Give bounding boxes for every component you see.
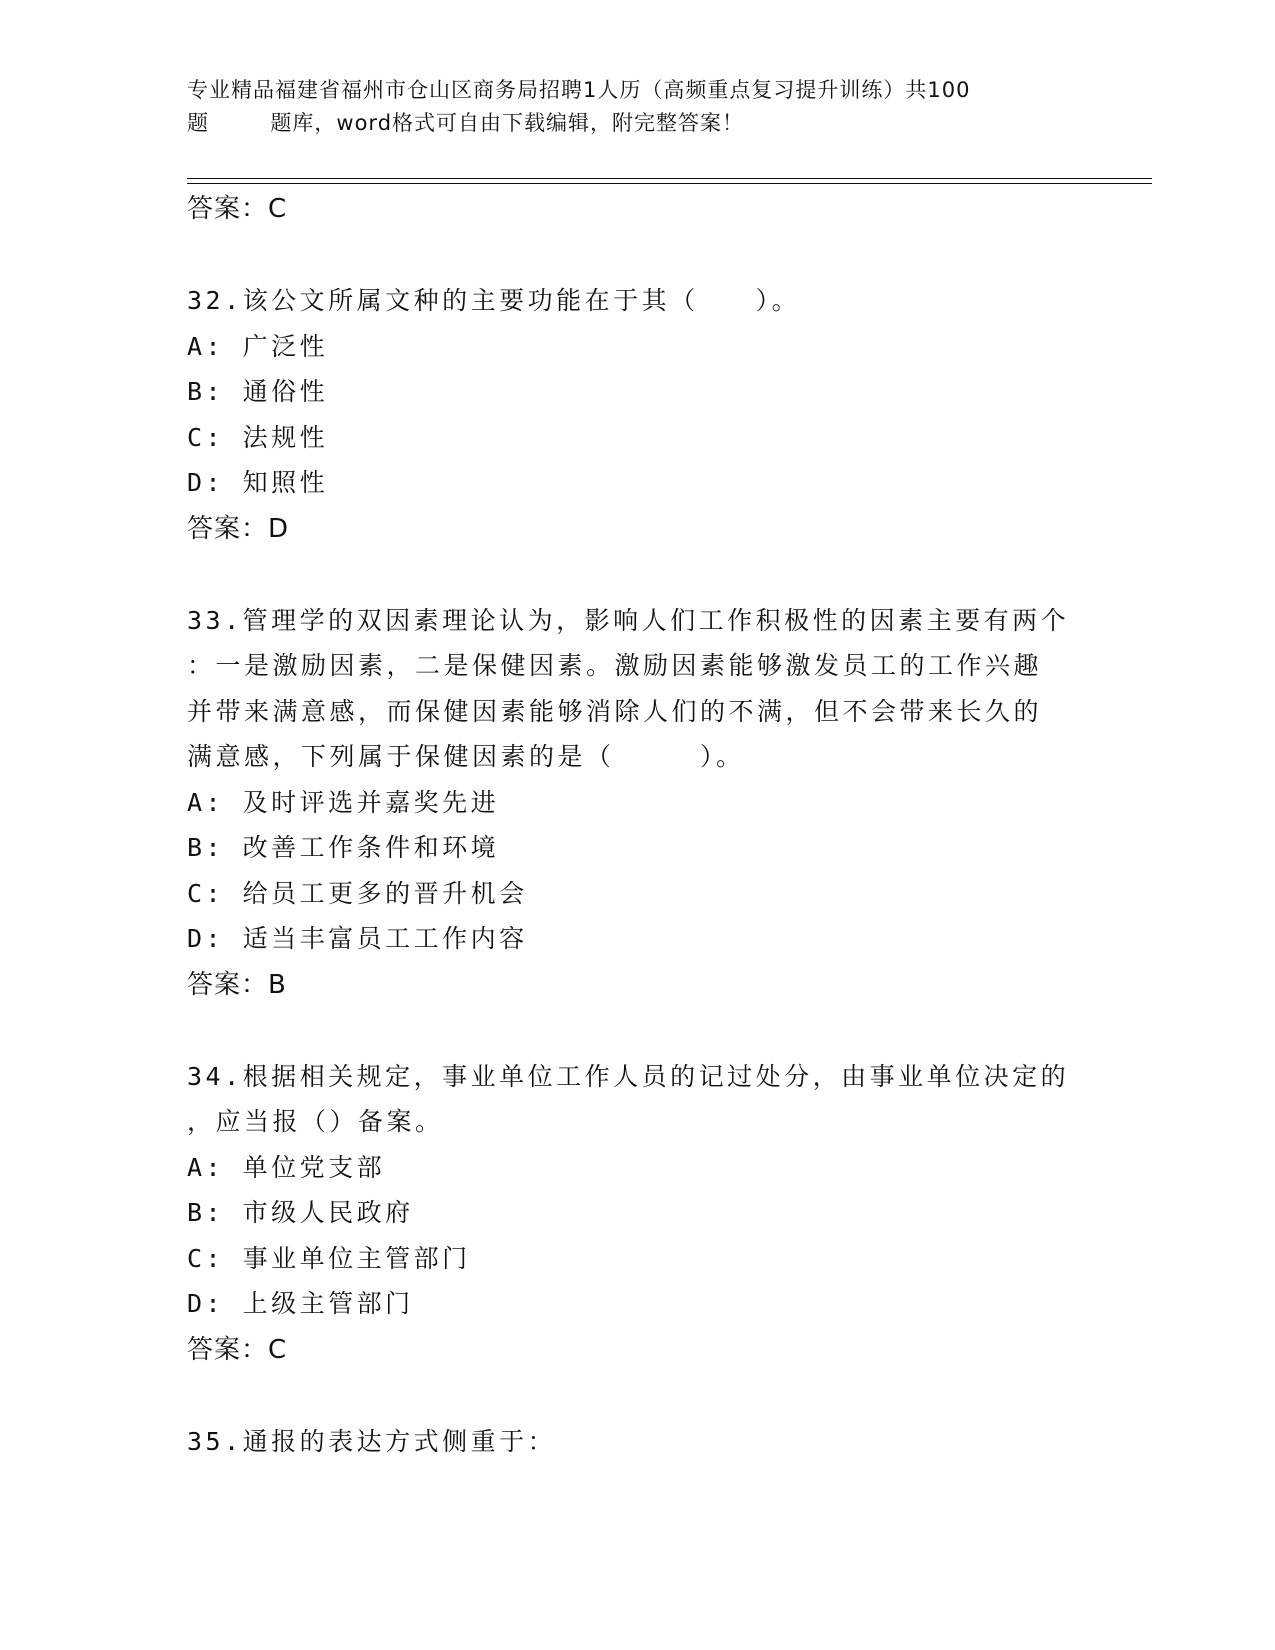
header-rule-top [187,178,1152,179]
question-33 [187,598,1087,1008]
option-c: C: 事业单位主管部门 [187,1243,471,1273]
option-b: B: 通俗性 [187,377,329,406]
option-b: B: 市级人民政府 [187,1198,414,1227]
option-a: A: 广泛性 [187,331,329,361]
answer-line: 答案：D [187,513,290,544]
answer-line: 答案：C [187,1334,288,1365]
option-d: D: 知照性 [187,468,329,497]
option-a: A: 及时评选并嘉奖先进 [187,787,500,817]
page-header [187,74,1087,140]
answer-line: 答案：C [187,194,288,224]
question-34 [187,1054,1087,1373]
question-text: 32.该公文所属文种的主要功能在于其（ ）。 [187,286,801,315]
option-b: B: 改善工作条件和环境 [187,833,500,862]
option-c: C: 法规性 [187,422,329,452]
question-35 [187,1419,1087,1465]
question-text: 34.根据相关规定，事业单位工作人员的记过处分，由事业单位决定的 ，应当报（）备案。 [187,1061,1070,1136]
option-d: D: 上级主管部门 [187,1289,414,1318]
header-line-2: 题 题库，word格式可自由下载编辑，附完整答案！ [187,111,745,135]
option-c: C: 给员工更多的晋升机会 [187,878,528,908]
question-list [187,186,1087,1464]
answer-line: 答案：B [187,969,287,1000]
question-32 [187,278,1087,552]
question-text: 35.通报的表达方式侧重于： [187,1426,557,1456]
header-line-1: 专业精品福建省福州市仓山区商务局招聘1人历（高频重点复习提升训练）共100 [187,78,971,102]
header-rule-bottom [187,183,1152,184]
question-text: 33.管理学的双因素理论认为，影响人们工作积极性的因素主要有两个 ：一是激励因素，二是保健因素。激励因素能够激发员工的工作兴趣 并带来满意感，而保健因素能够消除人们的不满，但不会带来长久的 满意感，下列属于保健因素的是（ ）。 [187,605,1070,771]
option-a: A: 单位党支部 [187,1152,386,1182]
option-d: D: 适当丰富员工工作内容 [187,924,528,953]
